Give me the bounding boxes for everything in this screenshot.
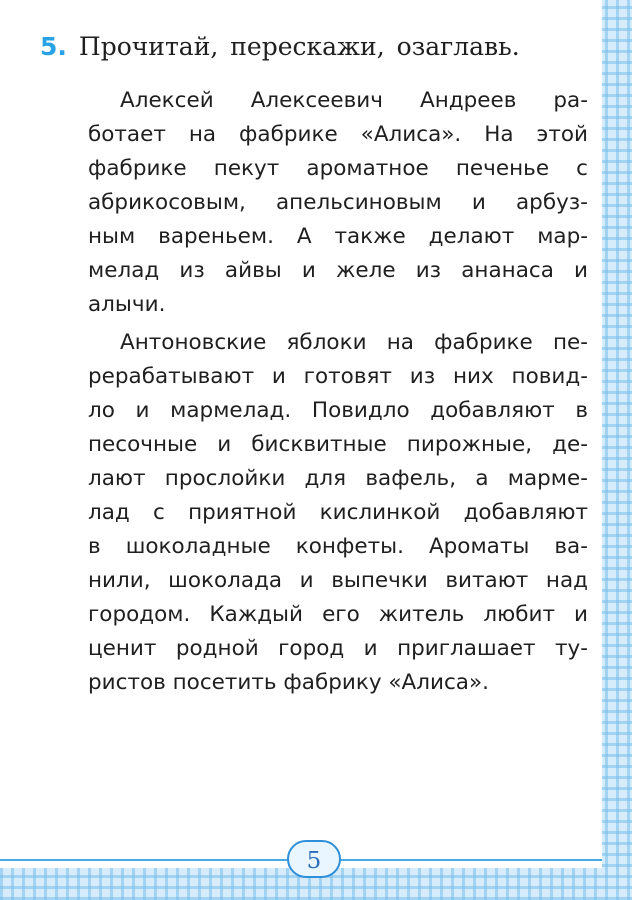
text-line: ным вареньем. А также делают мар- — [88, 224, 588, 249]
task-instruction: Прочитай, перескажи, озаглавь. — [78, 32, 520, 61]
text-line: абрикосовым, апельсиновым и арбуз- — [88, 190, 588, 215]
text-line: алычи. — [88, 292, 166, 317]
text-line: песочные и бисквитные пирожные, де- — [88, 432, 588, 457]
text-line: ло и мармелад. Повидло добавляют в — [88, 398, 588, 423]
text-line: нили, шоколада и выпечки витают над — [88, 568, 588, 593]
text-line: ботает на фабрике «Алиса». На этой — [88, 122, 588, 147]
text-line: Антоновские яблоки на фабрике пе- — [120, 330, 588, 355]
text-line: рерабатывают и готовят из них повид- — [88, 364, 588, 389]
text-line: городом. Каждый его житель любит и — [88, 602, 588, 627]
text-line: фабрике пекут ароматное печенье с — [88, 156, 588, 181]
task-heading — [40, 32, 600, 61]
text-line: ристов посетить фабрику «Алиса». — [88, 670, 489, 695]
page-number: 5 — [287, 840, 341, 878]
paragraph-2 — [88, 326, 588, 700]
text-line: лают прослойки для вафель, а марме- — [88, 466, 588, 491]
text-line: мелад из айвы и желе из ананаса и — [88, 258, 588, 283]
paragraph-1 — [88, 84, 588, 322]
task-number: 5. — [40, 32, 67, 61]
text-line: в шоколадные конфеты. Ароматы ва- — [88, 534, 588, 559]
text-line: Алексей Алексеевич Андреев ра- — [120, 88, 588, 113]
text-line: лад с приятной кислинкой добавляют — [88, 500, 588, 525]
text-line: ценит родной город и приглашает ту- — [88, 636, 588, 661]
